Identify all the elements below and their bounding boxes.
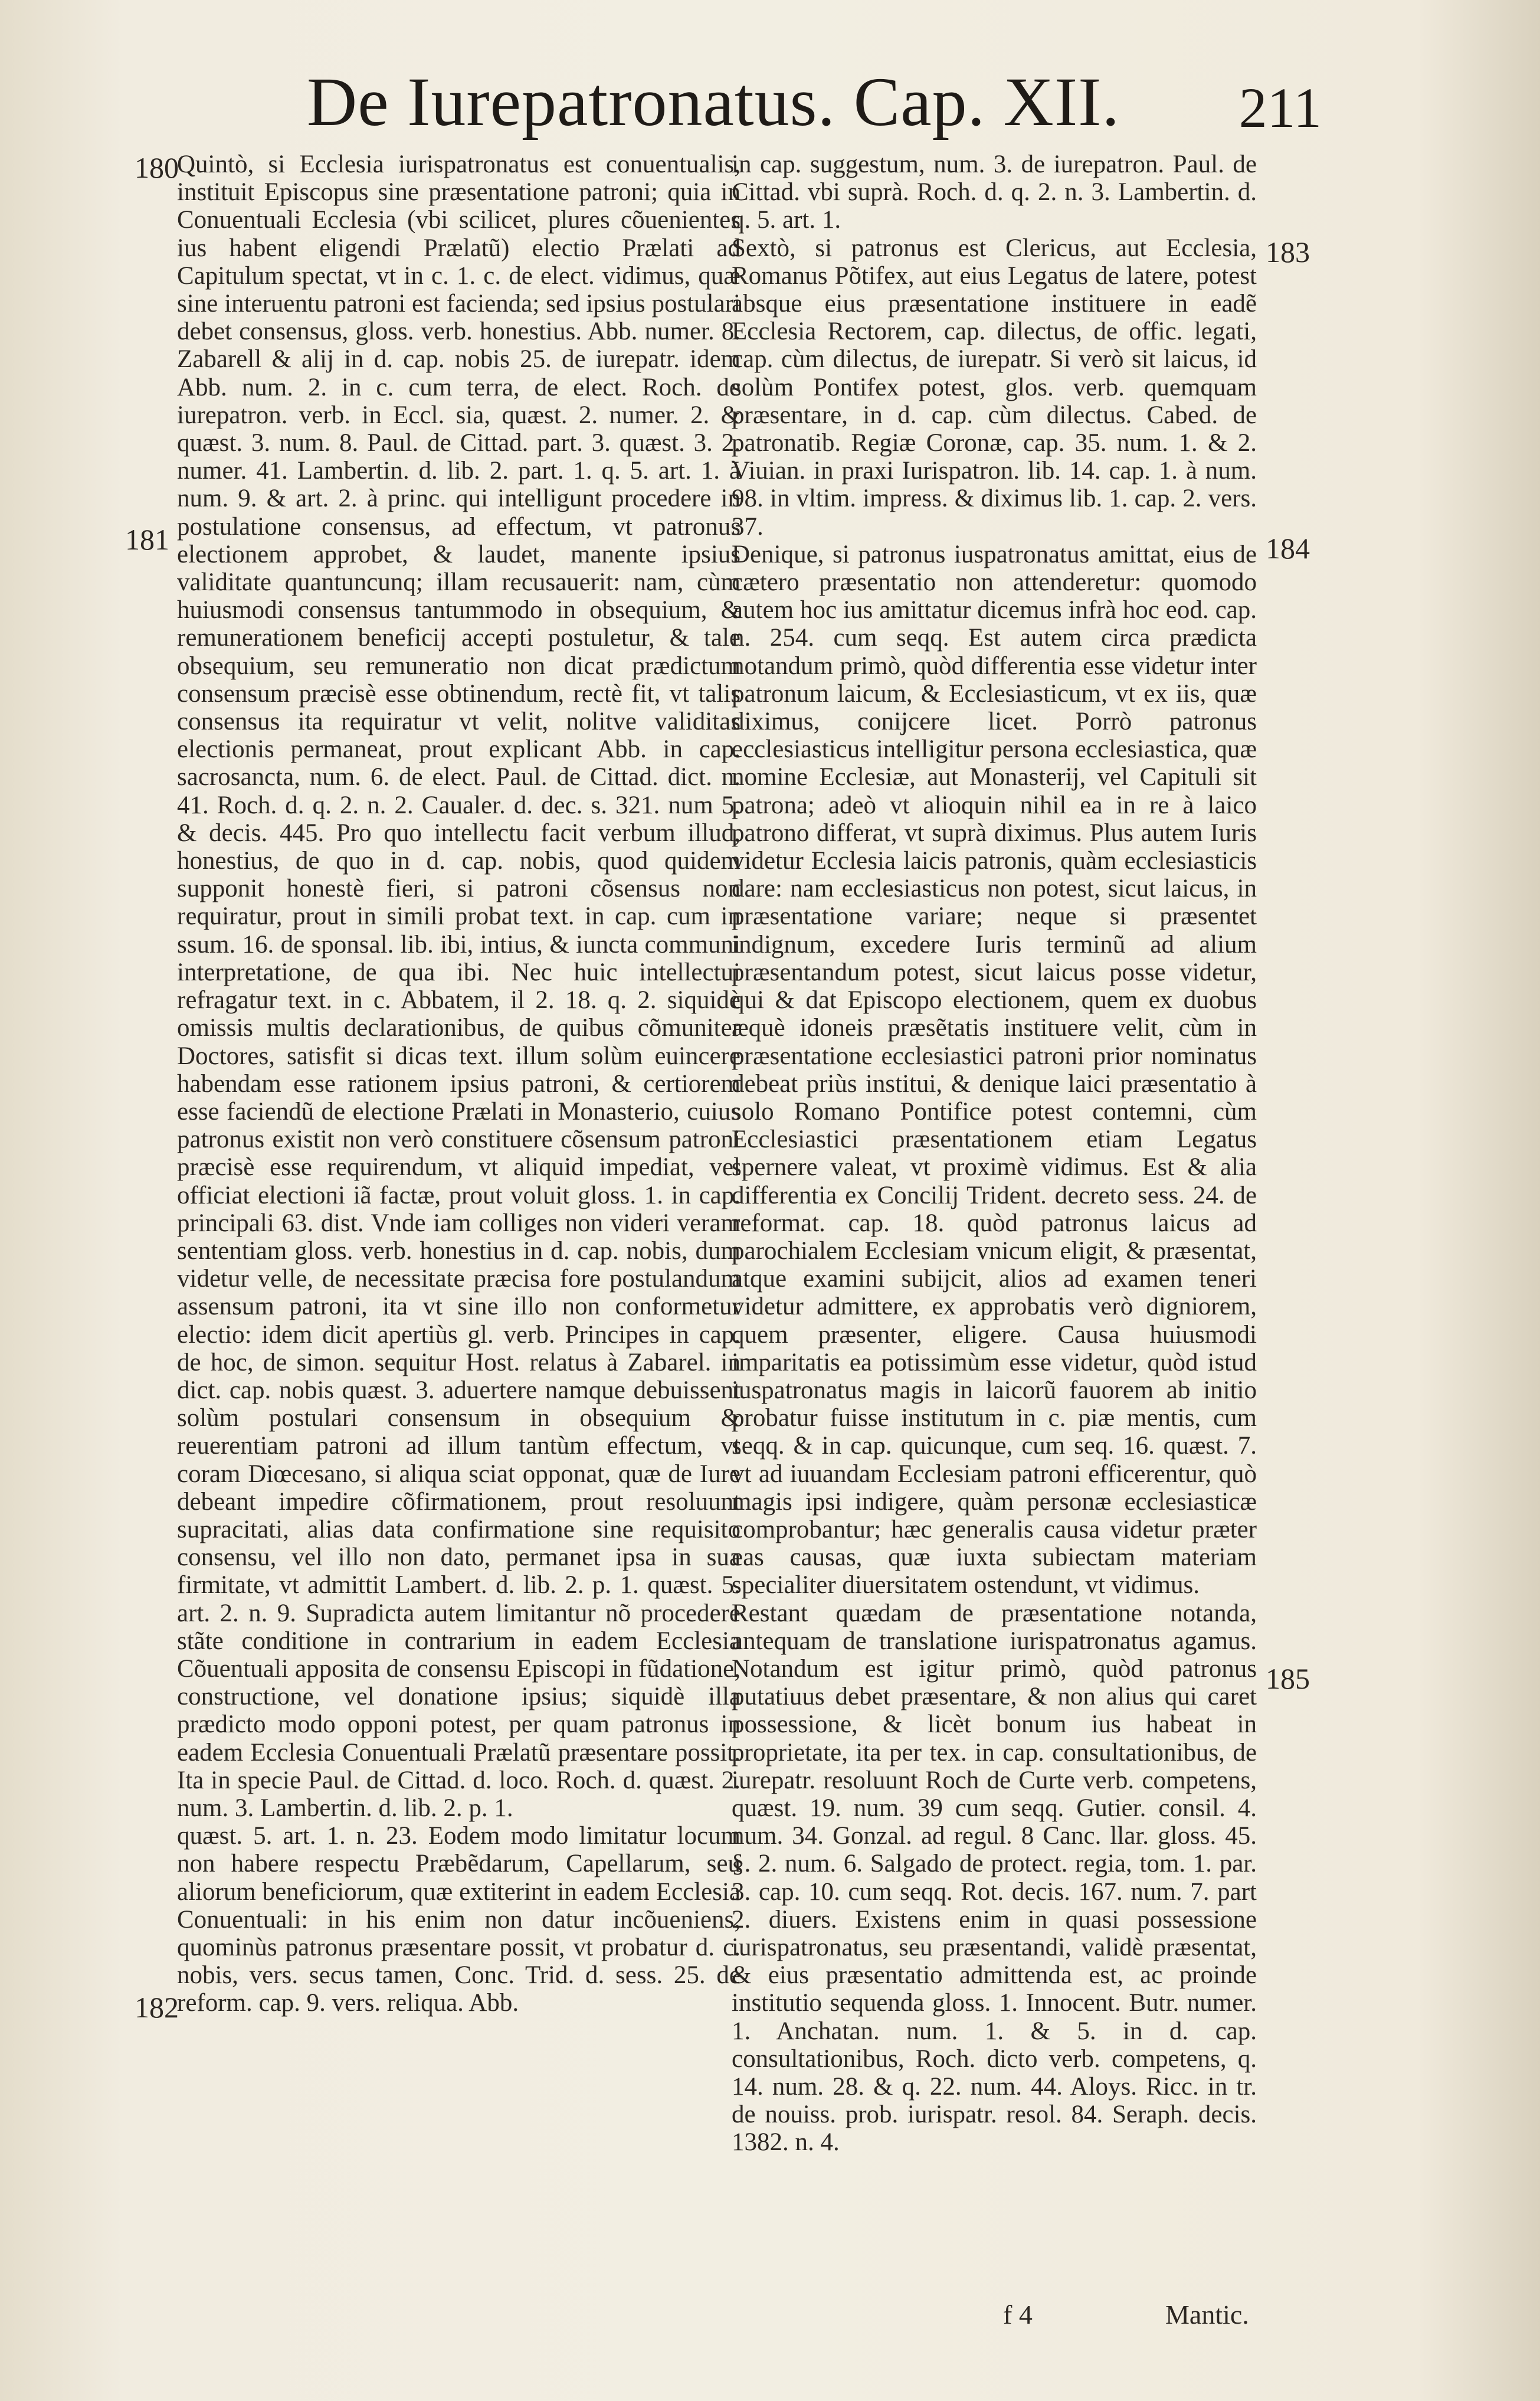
running-title: De Iurepatronatus. Cap. XII. [307,63,1120,140]
left-column [177,151,740,2017]
paragraph-183: Sextò, si patronus est Clericus, aut Ecclesia, Romanus Põtifex, aut eius Legatus de latere, potest absque eius præsentatione instituere in eadẽ Ecclesia Rectorem, cap. dilectus, de offic. legati, cap. cùm dilectus, de iurepatr. Si verò sit laicus, id solùm Pontifex potest, glos. verb. quemquam præsentare, in d. cap. cùm dilectus. Cabed. de patronatib. Regiæ Coronæ, cap. 35. num. 1. & 2. Viuian. in praxi Iurispatron. lib. 14. cap. 1. à num. 98. in vltim. impress. & diximus lib. 1. cap. 2. vers. 37. [732,234,1257,541]
margin-number-183: 183 [1266,235,1310,269]
running-header [307,62,1322,151]
paragraph-continued: in cap. suggestum, num. 3. de iurepatron. Paul. de Cittad. vbi suprà. Roch. d. q. 2. n. 3. Lambertin. d. q. 5. art. 1. [732,151,1257,234]
margin-number-184: 184 [1266,532,1310,565]
paragraph-180: Quintò, si Ecclesia iurispatronatus est conuentualis, instituit Episcopus sine præsentatione patroni; quia in Conuentuali Ecclesia (vbi scilicet, plures cõuenientes ius habent eligendi Prælatũ) electio Prælati ad Capitulum spectat, vt in c. 1. c. de elect. vidimus, quæ sine interuentu patroni est facienda; sed ipsius postulari debet consensus, gloss. verb. honestius. Abb. numer. 8. Zabarell & alij in d. cap. nobis 25. de iurepatr. idem Abb. num. 2. in c. cum terra, de elect. Roch. de iurepatron. verb. in Eccl. sia, quæst. 2. numer. 2. & quæst. 3. num. 8. Paul. de Cittad. part. 3. quæst. 3. 2. numer. 41. Lambertin. d. lib. 2. part. 1. q. 5. art. 1. à num. 9. & art. 2. à princ. qui intelligunt procedere in postulatione consensus, ad effectum, vt patronus electionem approbet, & laudet, manente ipsius validitate quantuncunq; illam recusauerit: nam, cùm huiusmodi consensus tantummodo in obsequium, & remunerationem beneficij accepti postuletur, & tale obsequium, seu remuneratio non dicat prædictum consensum præcisè esse obtinendum, rectè fit, vt talis consensus ita requiratur vt velit, nolitve validitas electionis permaneat, prout explicant Abb. in cap. sacrosancta, num. 6. de elect. Paul. de Cittad. dict. n. 41. Roch. d. q. 2. n. 2. Caualer. d. dec. s. 321. num 5. & decis. 445. Pro quo intellectu facit verbum illud, honestius, de quo in d. cap. nobis, quod quidem supponit honestè fieri, si patroni cõsensus non requiratur, prout in simili probat text. in cap. cum in ssum. 16. de sponsal. lib. ibi, intius, & iuncta communi interpretatione, de qua ibi. Nec huic intellectui refragatur text. in c. Abbatem, il 2. 18. q. 2. siquidè omissis multis declarationibus, de quibus cõmuniter Doctores, satisfit si dicas text. illum solùm euincere habendam esse rationem ipsius patroni, & certiorem esse faciendũ de electione Prælati in Monasterio, cuius patronus existit non verò constituere cõsensum patroni præcisè esse requirendum, vt aliquid impediat, vel officiat electioni iã factæ, prout voluit gloss. 1. in cap. principali 63. dist. Vnde iam colliges non videri veram sententiam gloss. verb. honestius in d. cap. nobis, dum videtur velle, de necessitate præcisa fore postulandum assensum patroni, ita vt sine illo non conformetur electio: idem dicit apertiùs gl. verb. Principes in cap. de hoc, de simon. sequitur Host. relatus à Zabarel. in dict. cap. nobis quæst. 3. aduertere namque debuissent solùm postulari consensum in obsequium & reuerentiam patroni ad illum tantùm effectum, vt coram Diœcesano, si aliqua sciat opponat, quæ de Iure debeant impedire cõfirmationem, prout resoluunt supracitati, alias data confirmatione sine requisito consensu, vel illo non dato, permanet ipsa in sua firmitate, vt admittit Lambert. d. lib. 2. p. 1. quæst. 5. art. 2. n. 9. Supradicta autem limitantur nõ procedere stãte conditione in contrarium in eadem Ecclesia Cõuentuali apposita de consensu Episcopi in fũdatione, constructione, vel donatione ipsius; siquidè illa prædicto modo opponi potest, per quam patronus in eadem Ecclesia Conuentuali Prælatũ præsentare possit. Ita in specie Paul. de Cittad. d. loco. Roch. d. quæst. 2. num. 3. Lambertin. d. lib. 2. p. 1. [177,151,740,1822]
page-number: 211 [1238,76,1322,139]
signature-mark: f 4 [1003,2299,1033,2330]
right-column [732,151,1257,2157]
paragraph-185: Restant quædam de præsentatione notanda, antequam de translatione iurispatronatus agamus. Notandum est igitur primò, quòd patronus putatiuus debet præsentare, & non alius qui caret possessione, & licèt bonum ius habeat in proprietate, ita per tex. in cap. consultationibus, de iurepatr. resoluunt Roch de Curte verb. competens, quæst. 19. num. 39 cum seqq. Gutier. consil. 4. num. 34. Gonzal. ad regul. 8 Canc. llar. gloss. 45. §. 2. num. 6. Salgado de protect. regia, tom. 1. par. 3. cap. 10. cum seqq. Rot. decis. 167. num. 7. part 2. diuers. Existens enim in quasi possessione iurispatronatus, seu præsentandi, validè præsentat, & eius præsentatio admittenda est, ac proinde institutio sequenda gloss. 1. Innocent. Butr. numer. 1. Anchatan. num. 1. & 5. in d. cap. consultationibus, Roch. dicto verb. competens, q. 14. num. 28. & q. 22. num. 44. Aloys. Ricc. in tr. de nouiss. prob. iurispatr. resol. 84. Seraph. decis. 1382. n. 4. [732,1599,1257,2157]
paragraph-182: quæst. 5. art. 1. n. 23. Eodem modo limitatur locum non habere respectu Præbẽdarum, Capellarum, seu aliorum beneficiorum, quæ extiterint in eadem Ecclesia Conuentuali: in his enim non datur incõueniens, quominùs patronus præsentare possit, vt probatur d. c. nobis, vers. secus tamen, Conc. Trid. d. sess. 25. de reform. cap. 9. vers. reliqua. Abb. [177,1822,740,2017]
catchword: Mantic. [1165,2299,1249,2330]
margin-number-181: 181 [125,523,169,556]
margin-number-180: 180 [135,151,179,184]
margin-number-185: 185 [1266,1662,1310,1695]
margin-number-182: 182 [135,1991,179,2024]
paragraph-184: Denique, si patronus iuspatronatus amittat, eius de cætero præsentatio non attenderetur: quomodo autem hoc ius amittatur dicemus infrà hoc eod. cap. n. 254. cum seqq. Est autem circa prædicta notandum primò, quòd differentia esse videtur inter patronum laicum, & Ecclesiasticum, vt ex iis, quæ diximus, conijcere licet. Porrò patronus ecclesiasticus intelligitur persona ecclesiastica, quæ nomine Ecclesiæ, aut Monasterij, vel Capituli sit patrona; adeò vt alioquin nihil ea in re à laico patrono differat, vt suprà diximus. Plus autem Iuris videtur Ecclesia laicis patronis, quàm ecclesiasticis dare: nam ecclesiasticus non potest, sicut laicus, in præsentatione variare; neque si præsentet indignum, excedere Iuris terminũ ad alium præsentandum potest, sicut laicus posse videtur, qui & dat Episcopo electionem, quem ex duobus æquè idoneis præsẽtatis instituere velit, cùm in præsentatione ecclesiastici patroni prior nominatus debeat priùs institui, & denique laici præsentatio à solo Romano Pontifice potest contemni, cùm Ecclesiastici præsentationem etiam Legatus spernere valeat, vt proximè vidimus. Est & alia differentia ex Concilij Trident. decreto sess. 24. de reformat. cap. 18. quòd patronus laicus ad parochialem Ecclesiam vnicum eligit, & præsentat, atque examini subijcit, alios ad examen teneri videtur admittere, ex approbatis verò digniorem, quem præsenter, eligere. Causa huiusmodi imparitatis ea potissimùm esse videtur, quòd istud iuspatronatus magis in laicorũ fauorem ab initio probatur fuisse institutum in c. piæ mentis, cum seqq. & in cap. quicunque, cum seq. 16. quæst. 7. vt ad iuuandam Ecclesiam patroni efficerentur, quò magis ipsi indigere, quàm personæ ecclesiasticæ comprobantur; hæc generalis causa videtur præter eas causas, quæ iuxta subiectam materiam specialiter diuersitatem ostendunt, vt vidimus. [732,540,1257,1599]
